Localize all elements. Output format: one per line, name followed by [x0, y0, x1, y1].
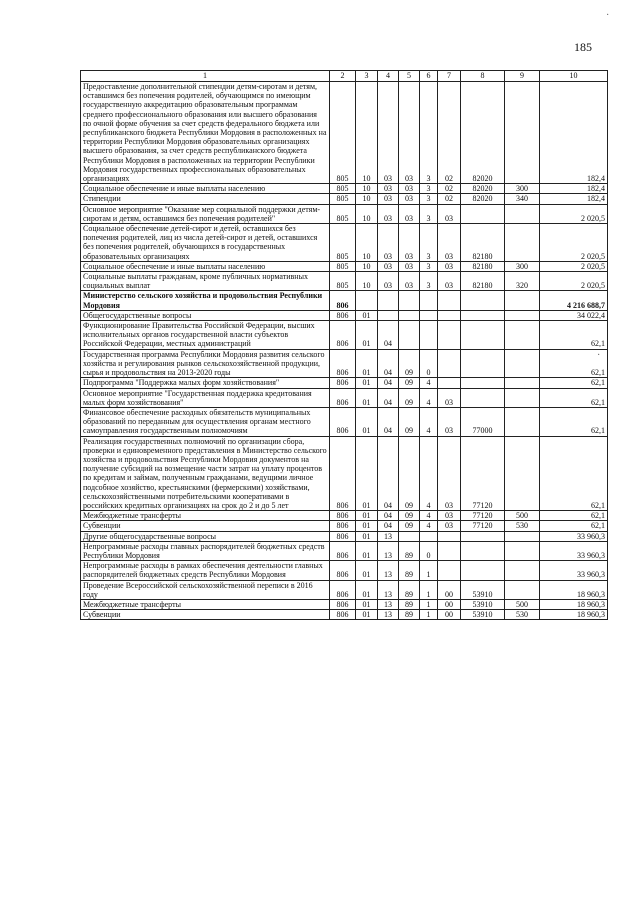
- table-row: [81, 610, 608, 620]
- event-code: 00: [438, 599, 461, 609]
- subsection-code: 03: [378, 194, 399, 204]
- grbs-code: 805: [330, 224, 356, 262]
- subprogram-code: 3: [420, 261, 438, 271]
- amount: 34 022,4: [540, 310, 608, 320]
- event-code: 03: [438, 521, 461, 531]
- expense-type-code: [505, 321, 540, 350]
- subprogram-code: 1: [420, 610, 438, 620]
- amount: 62,1: [540, 321, 608, 350]
- column-header: 6: [420, 71, 438, 82]
- subsection-code: 04: [378, 378, 399, 388]
- grbs-code: 806: [330, 378, 356, 388]
- table-row: [81, 184, 608, 194]
- table-header-row: [81, 71, 608, 82]
- expense-type-code: [505, 224, 540, 262]
- grbs-code: 806: [330, 511, 356, 521]
- table-row: [81, 541, 608, 560]
- amount: 33 960,3: [540, 531, 608, 541]
- expense-type-code: [505, 310, 540, 320]
- grbs-code: 806: [330, 388, 356, 407]
- row-name: Основное мероприятие "Оказание мер социальной поддержки детям-сиротам и детям, оставшимся без попечения родителей": [81, 204, 330, 223]
- program-code: 03: [399, 82, 420, 184]
- grbs-code: 806: [330, 531, 356, 541]
- subprogram-code: 3: [420, 272, 438, 291]
- subsection-code: 04: [378, 349, 399, 378]
- direction-code: 77120: [461, 436, 505, 511]
- program-code: 09: [399, 521, 420, 531]
- section-code: 01: [356, 610, 378, 620]
- subsection-code: 04: [378, 407, 399, 436]
- table-row: [81, 224, 608, 262]
- grbs-code: 805: [330, 272, 356, 291]
- amount: 182,4: [540, 184, 608, 194]
- section-code: 10: [356, 261, 378, 271]
- table-row: [81, 321, 608, 350]
- subprogram-code: 1: [420, 580, 438, 599]
- amount: 62,1: [540, 378, 608, 388]
- subprogram-code: 4: [420, 511, 438, 521]
- subsection-code: 04: [378, 321, 399, 350]
- section-code: 01: [356, 580, 378, 599]
- column-header: 1: [81, 71, 330, 82]
- row-name: Подпрограмма "Поддержка малых форм хозяйствования": [81, 378, 330, 388]
- subsection-code: 13: [378, 599, 399, 609]
- scan-speck: ·: [597, 350, 601, 361]
- program-code: 03: [399, 261, 420, 271]
- expense-type-code: 530: [505, 521, 540, 531]
- subprogram-code: 3: [420, 204, 438, 223]
- program-code: 03: [399, 204, 420, 223]
- amount: 62,1: [540, 521, 608, 531]
- program-code: 09: [399, 511, 420, 521]
- direction-code: 82020: [461, 82, 505, 184]
- section-code: 01: [356, 531, 378, 541]
- column-header: 2: [330, 71, 356, 82]
- direction-code: 77120: [461, 521, 505, 531]
- program-code: [399, 291, 420, 310]
- amount: 62,1: [540, 349, 608, 378]
- table-row: [81, 349, 608, 378]
- column-header: 9: [505, 71, 540, 82]
- page-number: 185: [574, 40, 592, 54]
- subprogram-code: 0: [420, 349, 438, 378]
- direction-code: [461, 310, 505, 320]
- grbs-code: 806: [330, 407, 356, 436]
- event-code: 03: [438, 436, 461, 511]
- section-code: [356, 291, 378, 310]
- direction-code: [461, 291, 505, 310]
- row-name: Субвенции: [81, 521, 330, 531]
- direction-code: 82180: [461, 261, 505, 271]
- program-code: 89: [399, 610, 420, 620]
- program-code: 89: [399, 599, 420, 609]
- subprogram-code: [420, 321, 438, 350]
- direction-code: [461, 378, 505, 388]
- table-row: [81, 388, 608, 407]
- column-header: 4: [378, 71, 399, 82]
- direction-code: [461, 349, 505, 378]
- direction-code: 82020: [461, 194, 505, 204]
- grbs-code: 806: [330, 599, 356, 609]
- table-row: [81, 378, 608, 388]
- direction-code: 82180: [461, 224, 505, 262]
- subsection-code: 13: [378, 541, 399, 560]
- table-row: [81, 261, 608, 271]
- table-row: [81, 599, 608, 609]
- program-code: 09: [399, 378, 420, 388]
- section-code: 01: [356, 378, 378, 388]
- event-code: [438, 541, 461, 560]
- direction-code: 53910: [461, 580, 505, 599]
- section-code: 01: [356, 310, 378, 320]
- program-code: 89: [399, 561, 420, 580]
- direction-code: [461, 561, 505, 580]
- expense-type-code: 340: [505, 194, 540, 204]
- grbs-code: 806: [330, 561, 356, 580]
- expense-type-code: [505, 531, 540, 541]
- section-code: 10: [356, 184, 378, 194]
- column-header: 7: [438, 71, 461, 82]
- expense-type-code: 500: [505, 511, 540, 521]
- section-code: 10: [356, 204, 378, 223]
- program-code: 03: [399, 194, 420, 204]
- row-name: Общегосударственные вопросы: [81, 310, 330, 320]
- subsection-code: 03: [378, 204, 399, 223]
- subprogram-code: 3: [420, 184, 438, 194]
- amount: 33 960,3: [540, 561, 608, 580]
- subsection-code: 13: [378, 580, 399, 599]
- expense-type-code: 530: [505, 610, 540, 620]
- amount: 2 020,5: [540, 261, 608, 271]
- grbs-code: 806: [330, 310, 356, 320]
- amount: 182,4: [540, 82, 608, 184]
- subsection-code: 04: [378, 436, 399, 511]
- subprogram-code: 3: [420, 82, 438, 184]
- amount: 2 020,5: [540, 204, 608, 223]
- table-row: [81, 561, 608, 580]
- row-name: Социальное обеспечение детей-сирот и детей, оставшихся без попечения родителей, лиц из числа детей-сирот и детей, оставшихся без попечения родителей, обучающихся в государственных образовательных организациях: [81, 224, 330, 262]
- direction-code: [461, 541, 505, 560]
- expense-type-code: [505, 291, 540, 310]
- subprogram-code: [420, 531, 438, 541]
- expense-type-code: [505, 204, 540, 223]
- row-name: Межбюджетные трансферты: [81, 511, 330, 521]
- event-code: 02: [438, 184, 461, 194]
- subsection-code: 04: [378, 511, 399, 521]
- program-code: [399, 310, 420, 320]
- table-row: [81, 204, 608, 223]
- row-name: Субвенции: [81, 610, 330, 620]
- subsection-code: 13: [378, 561, 399, 580]
- section-code: 10: [356, 82, 378, 184]
- expense-type-code: [505, 407, 540, 436]
- event-code: [438, 531, 461, 541]
- subsection-code: 13: [378, 610, 399, 620]
- section-code: 01: [356, 511, 378, 521]
- section-code: 10: [356, 194, 378, 204]
- grbs-code: 806: [330, 321, 356, 350]
- program-code: [399, 531, 420, 541]
- row-name: Социальное обеспечение и иные выплаты населению: [81, 184, 330, 194]
- subprogram-code: 4: [420, 436, 438, 511]
- grbs-code: 806: [330, 580, 356, 599]
- section-code: 01: [356, 521, 378, 531]
- row-name: Межбюджетные трансферты: [81, 599, 330, 609]
- amount: 62,1: [540, 407, 608, 436]
- subsection-code: 04: [378, 521, 399, 531]
- row-name: Функционирование Правительства Российской Федерации, высших исполнительных органов государственной власти субъектов Российской Федерации, местных администраций: [81, 321, 330, 350]
- direction-code: [461, 388, 505, 407]
- section-code: 01: [356, 541, 378, 560]
- grbs-code: 806: [330, 610, 356, 620]
- table-row: [81, 272, 608, 291]
- expense-type-code: [505, 349, 540, 378]
- event-code: [438, 291, 461, 310]
- section-code: 01: [356, 321, 378, 350]
- amount: 62,1: [540, 388, 608, 407]
- section-code: 01: [356, 599, 378, 609]
- subprogram-code: [420, 291, 438, 310]
- table-row: [81, 521, 608, 531]
- event-code: [438, 561, 461, 580]
- grbs-code: 805: [330, 194, 356, 204]
- expense-type-code: [505, 388, 540, 407]
- table-body: [81, 82, 608, 620]
- column-header: 10: [540, 71, 608, 82]
- row-name: Финансовое обеспечение расходных обязательств муниципальных образований по переданным для осуществления органам местного самоуправления государственным полномочиям: [81, 407, 330, 436]
- event-code: 02: [438, 82, 461, 184]
- subprogram-code: 4: [420, 378, 438, 388]
- section-code: 01: [356, 561, 378, 580]
- program-code: 03: [399, 272, 420, 291]
- program-code: 09: [399, 436, 420, 511]
- column-header: 3: [356, 71, 378, 82]
- subprogram-code: 4: [420, 388, 438, 407]
- row-name: Социальное обеспечение и иные выплаты населению: [81, 261, 330, 271]
- event-code: 00: [438, 580, 461, 599]
- table-row: [81, 531, 608, 541]
- expense-type-code: [505, 436, 540, 511]
- amount: 2 020,5: [540, 224, 608, 262]
- grbs-code: 806: [330, 541, 356, 560]
- subsection-code: 03: [378, 224, 399, 262]
- table-row: [81, 310, 608, 320]
- direction-code: [461, 204, 505, 223]
- amount: 2 020,5: [540, 272, 608, 291]
- subprogram-code: 1: [420, 561, 438, 580]
- subprogram-code: [420, 310, 438, 320]
- table-row: [81, 407, 608, 436]
- subsection-code: [378, 291, 399, 310]
- row-name: Реализация государственных полномочий по организации сбора, проверки и единовременного представления в Министерство сельского хозяйства и продовольствия Республики Мордовия документов на получение субсидий на возмещение части затрат на уплату процентов по кредитам и займам, полученным гражданами, ведущими личное подсобное хозяйство, крестьянскими (фермерскими) хозяйствами, сельскохозяйственными потребительскими кооперативами в российских кредитных организациях на срок до 2 и до 5 лет: [81, 436, 330, 511]
- grbs-code: 805: [330, 204, 356, 223]
- event-code: [438, 349, 461, 378]
- direction-code: [461, 321, 505, 350]
- direction-code: 77120: [461, 511, 505, 521]
- budget-table: [80, 70, 608, 620]
- program-code: 89: [399, 541, 420, 560]
- grbs-code: 805: [330, 261, 356, 271]
- event-code: 03: [438, 511, 461, 521]
- row-name: Проведение Всероссийской сельскохозяйственной переписи в 2016 году: [81, 580, 330, 599]
- event-code: [438, 378, 461, 388]
- program-code: 03: [399, 224, 420, 262]
- section-code: 10: [356, 224, 378, 262]
- section-code: 01: [356, 349, 378, 378]
- table-row: [81, 82, 608, 184]
- amount: 18 960,3: [540, 610, 608, 620]
- expense-type-code: [505, 580, 540, 599]
- subsection-code: 03: [378, 184, 399, 194]
- table-row: [81, 436, 608, 511]
- amount: 18 960,3: [540, 599, 608, 609]
- section-code: 01: [356, 407, 378, 436]
- subsection-code: 03: [378, 82, 399, 184]
- event-code: [438, 321, 461, 350]
- expense-type-code: 320: [505, 272, 540, 291]
- table-row: [81, 194, 608, 204]
- subprogram-code: 3: [420, 224, 438, 262]
- table-row: [81, 580, 608, 599]
- subsection-code: 03: [378, 272, 399, 291]
- program-code: 89: [399, 580, 420, 599]
- subsection-code: 13: [378, 531, 399, 541]
- direction-code: 77000: [461, 407, 505, 436]
- section-code: 01: [356, 388, 378, 407]
- subprogram-code: 4: [420, 521, 438, 531]
- direction-code: 53910: [461, 599, 505, 609]
- amount: 4 216 688,7: [540, 291, 608, 310]
- row-name: Непрограммные расходы в рамках обеспечения деятельности главных распорядителей бюджетных средств Республики Мордовия: [81, 561, 330, 580]
- grbs-code: 806: [330, 349, 356, 378]
- subsection-code: 04: [378, 388, 399, 407]
- row-name: Другие общегосударственные вопросы: [81, 531, 330, 541]
- program-code: 09: [399, 388, 420, 407]
- event-code: 00: [438, 610, 461, 620]
- row-name: Непрограммные расходы главных распорядителей бюджетных средств Республики Мордовия: [81, 541, 330, 560]
- row-name: Министерство сельского хозяйства и продовольствия Республики Мордовия: [81, 291, 330, 310]
- amount: 62,1: [540, 436, 608, 511]
- subprogram-code: 3: [420, 194, 438, 204]
- table-row: [81, 291, 608, 310]
- expense-type-code: [505, 561, 540, 580]
- row-name: Основное мероприятие "Государственная поддержка кредитования малых форм хозяйствования": [81, 388, 330, 407]
- expense-type-code: 500: [505, 599, 540, 609]
- expense-type-code: [505, 82, 540, 184]
- column-header: 8: [461, 71, 505, 82]
- event-code: 03: [438, 261, 461, 271]
- grbs-code: 806: [330, 436, 356, 511]
- grbs-code: 805: [330, 82, 356, 184]
- row-name: Государственная программа Республики Мордовия развития сельского хозяйства и регулирования рынков сельскохозяйственной продукции, сырья и продовольствия на 2013-2020 годы: [81, 349, 330, 378]
- expense-type-code: [505, 378, 540, 388]
- event-code: 03: [438, 204, 461, 223]
- amount: 33 960,3: [540, 541, 608, 560]
- program-code: 03: [399, 184, 420, 194]
- program-code: 09: [399, 349, 420, 378]
- row-name: Социальные выплаты гражданам, кроме публичных нормативных социальных выплат: [81, 272, 330, 291]
- program-code: [399, 321, 420, 350]
- direction-code: [461, 531, 505, 541]
- event-code: [438, 310, 461, 320]
- amount: 62,1: [540, 511, 608, 521]
- section-code: 10: [356, 272, 378, 291]
- section-code: 01: [356, 436, 378, 511]
- subsection-code: 03: [378, 261, 399, 271]
- amount: 18 960,3: [540, 580, 608, 599]
- direction-code: 53910: [461, 610, 505, 620]
- expense-type-code: [505, 541, 540, 560]
- scan-speck: ·: [606, 10, 610, 21]
- table-row: [81, 511, 608, 521]
- grbs-code: 806: [330, 521, 356, 531]
- subprogram-code: 0: [420, 541, 438, 560]
- subprogram-code: 4: [420, 407, 438, 436]
- column-header: 5: [399, 71, 420, 82]
- row-name: Стипендии: [81, 194, 330, 204]
- grbs-code: 805: [330, 184, 356, 194]
- grbs-code: 806: [330, 291, 356, 310]
- amount: 182,4: [540, 194, 608, 204]
- event-code: 03: [438, 272, 461, 291]
- expense-type-code: 300: [505, 261, 540, 271]
- subprogram-code: 1: [420, 599, 438, 609]
- row-name: Предоставление дополнительной стипендии детям-сиротам и детям, оставшимся без попечения родителей, обучающимся по имеющим государственную аккредитацию образовательным программам среднего профессионального образования или высшего образования по очной форме обучения за счет средств федерального бюджета или республиканского бюджета Республики Мордовия в расположенных на территории Республики Мордовия образовательных организациях высшего образования, за счет средств республиканского бюджета Республики Мордовия в расположенных на территории Республики Мордовия государственных профессиональных образовательных организациях: [81, 82, 330, 184]
- expense-type-code: 300: [505, 184, 540, 194]
- event-code: 03: [438, 407, 461, 436]
- subsection-code: [378, 310, 399, 320]
- direction-code: 82020: [461, 184, 505, 194]
- event-code: 03: [438, 224, 461, 262]
- event-code: 02: [438, 194, 461, 204]
- direction-code: 82180: [461, 272, 505, 291]
- program-code: 09: [399, 407, 420, 436]
- event-code: 03: [438, 388, 461, 407]
